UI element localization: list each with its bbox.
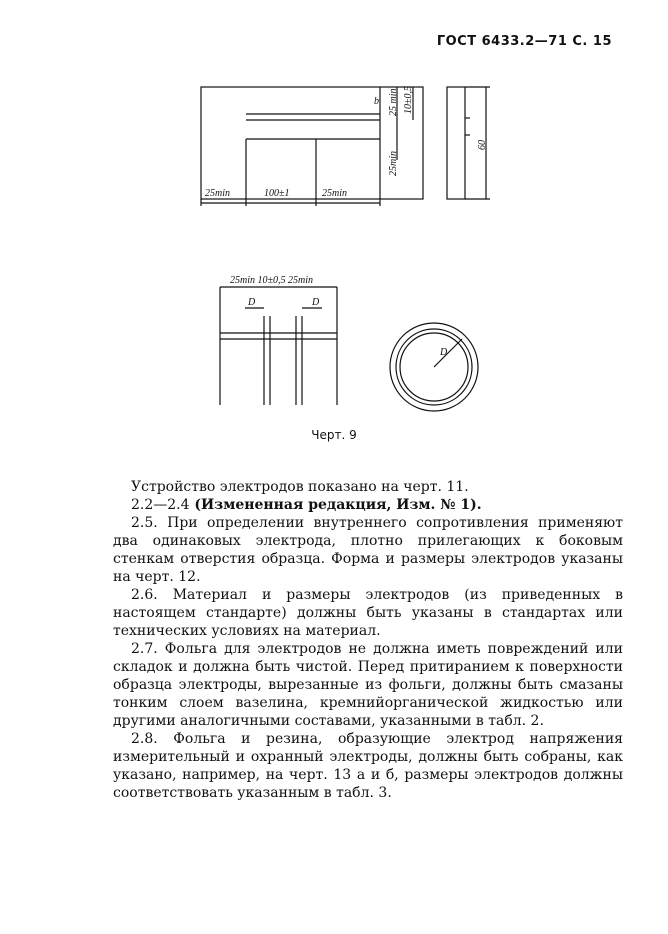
paragraph-number: 2.2—2.4	[131, 497, 190, 513]
figure-caption: Черт. 9	[311, 428, 357, 442]
label-d-left: D	[248, 297, 256, 308]
paragraph: 2.8. Фольга и резина, образующие электрод напряжения измерительный и охранный электроды, должны быть собраны, как указано, например, на черт. 13 а и б, размеры электродов должны соответствовать указанным в табл. 3.	[113, 731, 623, 801]
dim-b-label: b	[374, 96, 379, 107]
dim-25-lower-label: 25min	[388, 151, 399, 176]
dim-center-label: 100±1	[264, 188, 290, 199]
paragraph: 2.6. Материал и размеры электродов (из приведенных в настоящем стандарте) должны быть указаны в стандартах или технических условиях на материал.	[113, 587, 623, 639]
page-header: ГОСТ 6433.2—71 С. 15	[436, 34, 612, 49]
dim-10-label: 10±0,5	[403, 86, 414, 114]
body-text	[113, 478, 623, 802]
paragraph: Устройство электродов показано на черт. 11.	[131, 479, 469, 495]
dim-25-upper-label: 25 min	[388, 88, 399, 116]
side-profile	[447, 87, 465, 199]
dim-top-label: 25min 10±0,5 25min	[230, 275, 313, 286]
dim-height-label: 60	[477, 140, 488, 150]
paragraph: 2.7. Фольга для электродов не должна иметь повреждений или складок и должна быть чистой. Перед притиранием к поверхности образца электроды, вырезанные из фольги, должны быть смазаны тонким слоем вазелина, кремнийорганической жидкостью или другими аналогичными составами, указанными в табл. 2.	[113, 641, 623, 729]
label-d-right: D	[312, 297, 320, 308]
amendment-note: (Измененная редакция, Изм. № 1).	[189, 497, 482, 513]
paragraph	[113, 496, 623, 514]
label-d-circle: D	[440, 347, 448, 358]
dim-left-label: 25min	[205, 188, 230, 199]
dim-right-label: 25min	[322, 188, 347, 199]
paragraph: 2.5. При определении внутреннего сопротивления применяют два одинаковых электрода, плотно прилегающих к боковым стенкам отверстия образца. Форма и размеры электродов указаны на черт. 12.	[113, 515, 623, 585]
